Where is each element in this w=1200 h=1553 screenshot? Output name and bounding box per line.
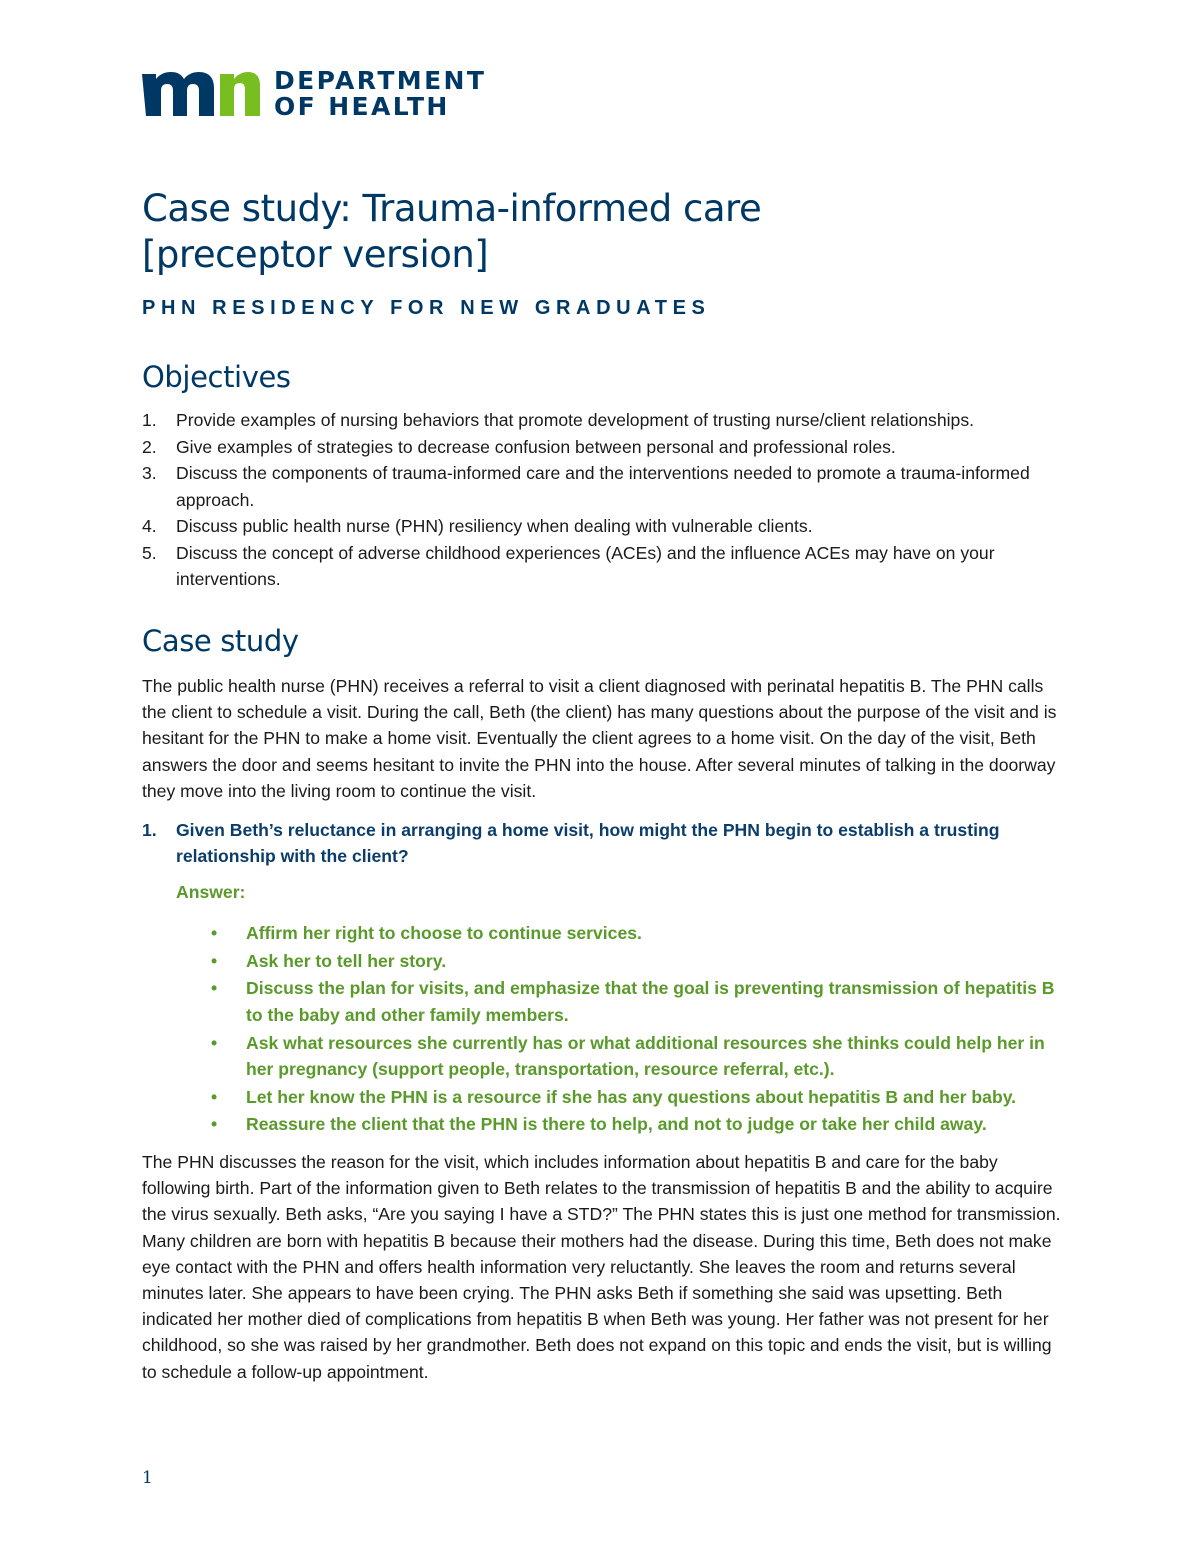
objective-item [142, 434, 1062, 461]
page-subtitle: PHN RESIDENCY FOR NEW GRADUATES [142, 297, 711, 319]
logo-line-1: DEPARTMENT [274, 66, 487, 95]
answer-item [176, 920, 1066, 947]
case-study-heading: Case study [142, 624, 299, 658]
answer-text: Affirm her right to choose to continue services. [246, 923, 642, 943]
page-title [142, 186, 761, 278]
objective-number: 5. [142, 542, 157, 563]
bullet-icon: • [211, 923, 218, 943]
objective-text: Give examples of strategies to decrease confusion between personal and professional roles. [176, 436, 896, 457]
answer-text: Ask what resources she currently has or what additional resources she thinks could help her in her pregnancy (support people, transportation, resource referral, etc.). [246, 1032, 1045, 1080]
objective-item [142, 540, 1062, 593]
objective-text: Discuss the concept of adverse childhood experiences (ACEs) and the influence ACEs may have on your interventions. [176, 542, 995, 589]
answer-item [176, 1111, 1066, 1138]
page-number: 1 [142, 1468, 153, 1488]
mn-logo-icon [142, 70, 260, 118]
objective-number: 2. [142, 436, 157, 457]
bullet-icon: • [211, 1032, 218, 1053]
objective-number: 3. [142, 463, 157, 483]
bullet-icon: • [211, 1114, 218, 1135]
answer-item [176, 1030, 1066, 1083]
objectives-heading: Objectives [142, 360, 291, 394]
case-paragraph-2: The PHN discusses the reason for the visit, which includes information about hepatitis B and care for the baby following birth. Part of the information given to Beth relates to the transmission of hepatitis B and the ability to acquire the virus sexually. Beth asks, “Are you saying I have a STD?” The PHN states this is just one method for transmission. Many children are born with hepatitis B because their mothers had the disease. During this time, Beth does not make eye contact with the PHN and offers health information very reluctantly. She leaves the room and returns several minutes later. She appears to have been crying. The PHN asks Beth if something she said was upsetting. Beth indicated her mother died of complications from hepatitis B when Beth was young. Her father was not present for her childhood, so she was raised by her grandmother. Beth does not expand on this topic and ends the visit, but is willing to schedule a follow-up appointment. [142, 1152, 1061, 1382]
title-line-2: [preceptor version] [142, 233, 489, 276]
answer-item [176, 975, 1066, 1028]
answer-text: Reassure the client that the PHN is there to help, and not to judge or take her child away. [246, 1114, 987, 1135]
bullet-icon: • [211, 1086, 218, 1107]
answer-text: Let her know the PHN is a resource if she has any questions about hepatitis B and her baby. [246, 1086, 1017, 1107]
objective-text: Discuss the components of trauma-informed care and the interventions needed to promote a trauma-informed approach. [176, 463, 1030, 510]
objective-item [142, 460, 1062, 513]
answer-text: Discuss the plan for visits, and emphasize that the goal is preventing transmission of hepatitis B to the baby and other family members. [246, 978, 1055, 1025]
case-intro-paragraph: The public health nurse (PHN) receives a referral to visit a client diagnosed with perinatal hepatitis B. The PHN calls the client to schedule a visit. During the call, Beth (the client) has many questions about the purpose of the visit and is hesitant for the PHN to make a home visit. Eventually the client agrees to a home visit. On the day of the visit, Beth answers the door and seems hesitant to invite the PHN into the house. After several minutes of talking in the doorway they move into the living room to continue the visit. [142, 676, 1057, 801]
logo-line-2: OF HEALTH [274, 92, 450, 121]
objective-text: Discuss public health nurse (PHN) resiliency when dealing with vulnerable clients. [176, 516, 813, 536]
bullet-icon: • [211, 950, 218, 971]
answer-list [176, 920, 1066, 1139]
question-1 [142, 817, 1062, 869]
title-line-1: Case study: Trauma-informed care [142, 187, 762, 230]
question-number: 1. [142, 820, 157, 840]
answer-item [176, 1084, 1066, 1111]
answer-label: Answer: [176, 882, 246, 902]
objective-number: 1. [142, 410, 157, 430]
mdh-logo [142, 68, 486, 120]
objective-item [142, 513, 1062, 540]
question-text: Given Beth’s reluctance in arranging a home visit, how might the PHN begin to establish a trusting relationship with the client? [176, 820, 1000, 866]
objective-item [142, 407, 1062, 434]
objectives-list [142, 407, 1062, 593]
logo-wordmark [274, 68, 486, 120]
answer-item [176, 948, 1066, 975]
objective-text: Provide examples of nursing behaviors that promote development of trusting nurse/client relationships. [176, 410, 975, 430]
objective-number: 4. [142, 516, 157, 536]
answer-text: Ask her to tell her story. [246, 950, 447, 971]
bullet-icon: • [211, 978, 218, 999]
